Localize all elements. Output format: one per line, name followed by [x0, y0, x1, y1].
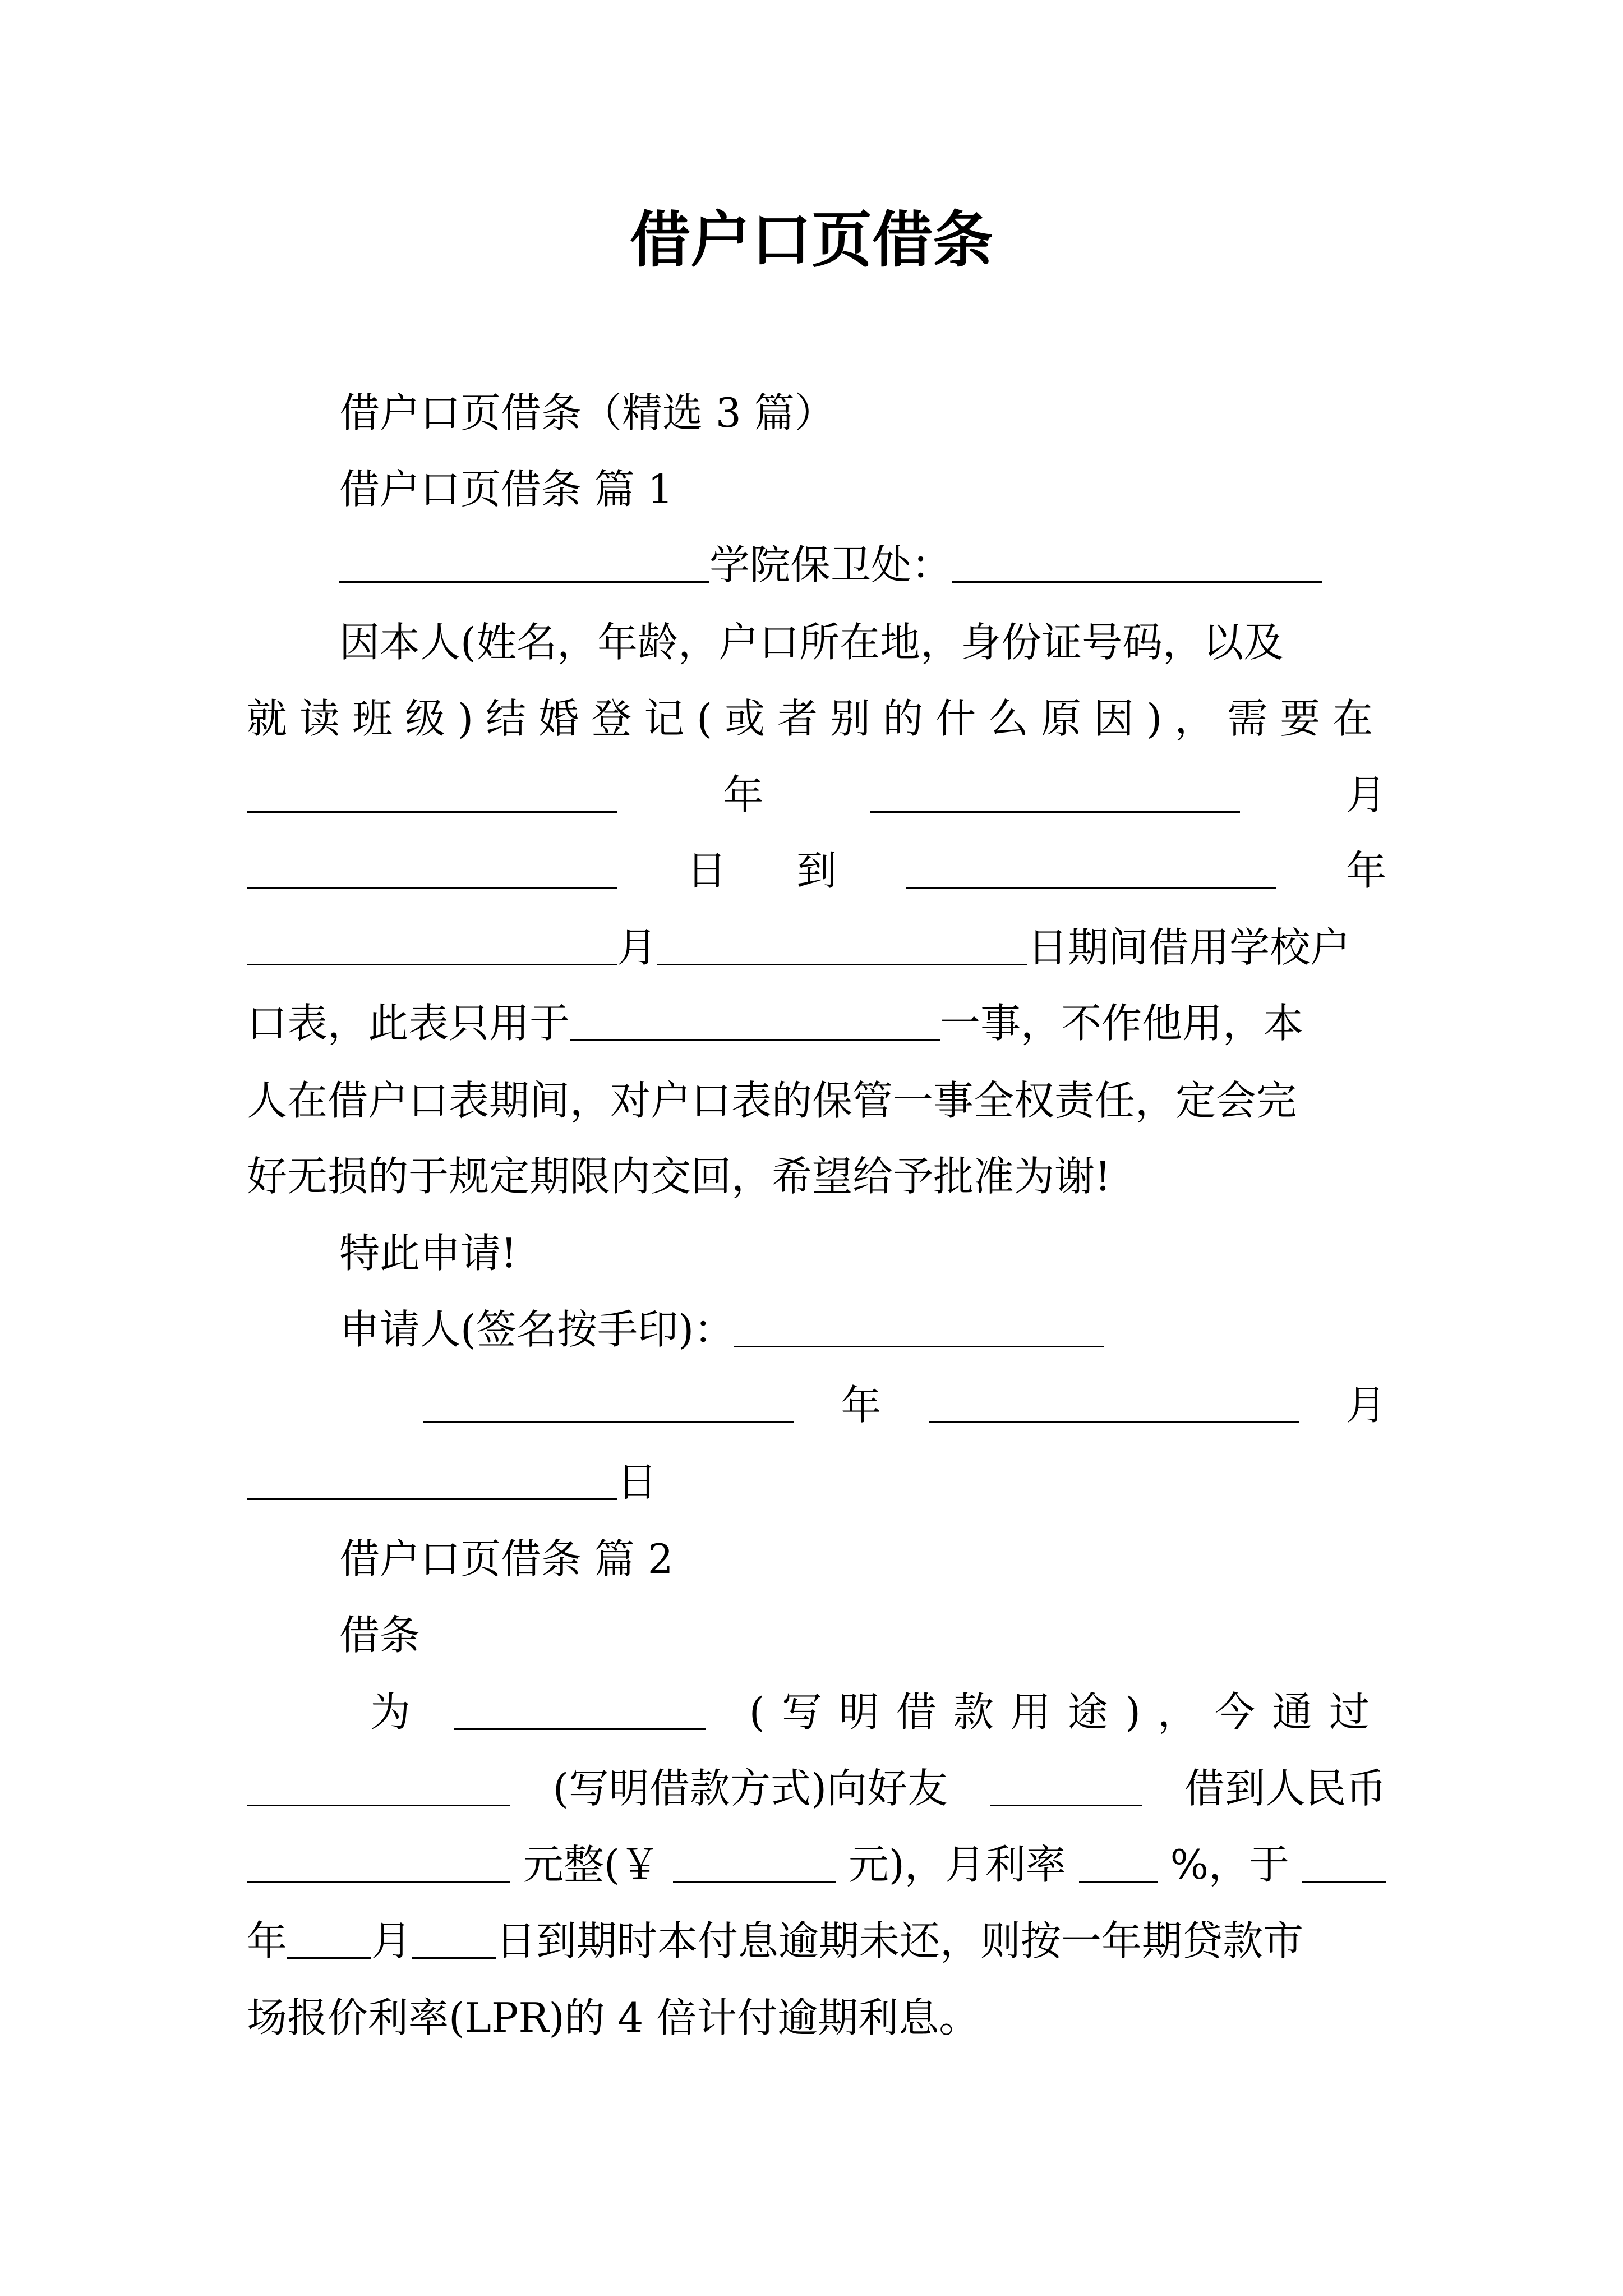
- month-label: 月: [617, 924, 658, 971]
- year-label: 年: [841, 1382, 882, 1429]
- paragraph-text: 人在借户口表期间，对户口表的保管一事全权责任，定会完: [247, 1077, 1297, 1124]
- blank-field: [423, 1421, 794, 1423]
- blank-field: [1302, 1881, 1386, 1883]
- blank-field: [247, 811, 617, 813]
- iou-text: (写明借款方式)向好友: [552, 1765, 948, 1812]
- iou-line: [370, 1683, 1386, 1741]
- blank-field: [952, 581, 1322, 583]
- iou-text: 为: [370, 1688, 411, 1736]
- blank-field: [339, 581, 709, 583]
- paragraph-text: 因本人(姓名，年龄，户口所在地，身份证号码，以及: [339, 619, 1284, 666]
- iou-text: (写明借款用途)，今通过: [749, 1688, 1386, 1736]
- date-line: [247, 841, 1386, 900]
- applicant-line: [339, 1300, 1386, 1359]
- paragraph-text: 就读班级)结婚登记(或者别的什么原因)，需要在: [247, 695, 1386, 742]
- blank-field: [906, 887, 1276, 889]
- signature-date-line: [247, 1453, 1386, 1511]
- day-label: 日: [686, 847, 727, 894]
- paragraph-text: 口表，此表只用于: [247, 1000, 570, 1047]
- day-label: 日: [617, 1458, 658, 1506]
- paragraph-line: [247, 689, 1386, 748]
- iou-text: 场报价利率(LPR)的 4 倍计付逾期利息。: [247, 1994, 980, 2041]
- paragraph-text: 日期间借用学校户: [1027, 924, 1351, 971]
- year-label: 年: [723, 771, 764, 818]
- section2-heading: [339, 1530, 1386, 1588]
- blank-field: [247, 1498, 617, 1500]
- iou-line: [247, 1835, 1386, 1894]
- closing-line: [339, 1224, 1386, 1282]
- date-line: [247, 766, 1386, 824]
- date-line: [247, 918, 1386, 977]
- year-label: 年: [1345, 847, 1386, 894]
- paragraph-text: 好无损的于规定期限内交回，希望给予批准为谢!: [247, 1153, 1111, 1200]
- intro-text: 借户口页借条（精选 3 篇）: [339, 389, 835, 436]
- iou-text: 借到人民币: [1184, 1765, 1386, 1812]
- paragraph-line: [247, 1147, 1386, 1205]
- paragraph-text: 一事，不作他用，本: [940, 1000, 1304, 1047]
- blank-field: [412, 1957, 496, 1959]
- closing-text: 特此申请!: [339, 1230, 517, 1277]
- iou-line: [247, 1912, 1386, 1970]
- section2-subheading: [339, 1606, 1386, 1664]
- signature-date-line: [423, 1376, 1386, 1434]
- month-label: 月: [1345, 771, 1386, 818]
- iou-text: 元)，月利率: [848, 1841, 1066, 1888]
- addressee-text: 学院保卫处：: [709, 541, 952, 588]
- blank-field: [870, 811, 1240, 813]
- addressee-line: [339, 536, 1386, 594]
- blank-field: [454, 1728, 706, 1730]
- iou-text: 元整(￥: [523, 1841, 660, 1888]
- blank-field: [990, 1805, 1142, 1806]
- signature-blank: [734, 1346, 1104, 1347]
- blank-field: [929, 1421, 1299, 1423]
- iou-text: 月: [371, 1917, 412, 1964]
- document-title: 借户口页借条: [629, 205, 993, 275]
- to-label: 到: [796, 847, 837, 894]
- blank-field: [673, 1881, 836, 1883]
- blank-field: [247, 887, 617, 889]
- section1-heading: [339, 460, 1386, 518]
- paragraph-line: [247, 1071, 1386, 1130]
- blank-field: [1079, 1881, 1158, 1883]
- blank-field: [247, 1881, 510, 1883]
- iou-subheading: 借条: [339, 1612, 421, 1659]
- blank-field: [657, 964, 1027, 965]
- iou-text: 年: [247, 1917, 288, 1964]
- applicant-label: 申请人(签名按手印)：: [339, 1306, 735, 1353]
- iou-text: 日到期时本付息逾期未还，则按一年期贷款市: [496, 1917, 1304, 1964]
- iou-line: [247, 1759, 1386, 1818]
- blank-field: [247, 964, 617, 965]
- paragraph-line: [339, 613, 1386, 671]
- intro-line: [339, 384, 1386, 442]
- blank-field: [570, 1039, 940, 1041]
- iou-text: %，于: [1170, 1841, 1290, 1888]
- month-label: 月: [1345, 1382, 1386, 1429]
- paragraph-line: [247, 994, 1386, 1052]
- section1-heading-text: 借户口页借条 篇 1: [339, 466, 674, 513]
- section2-heading-text: 借户口页借条 篇 2: [339, 1535, 674, 1582]
- blank-field: [247, 1805, 510, 1806]
- iou-line: [247, 1989, 1386, 2047]
- blank-field: [287, 1957, 371, 1959]
